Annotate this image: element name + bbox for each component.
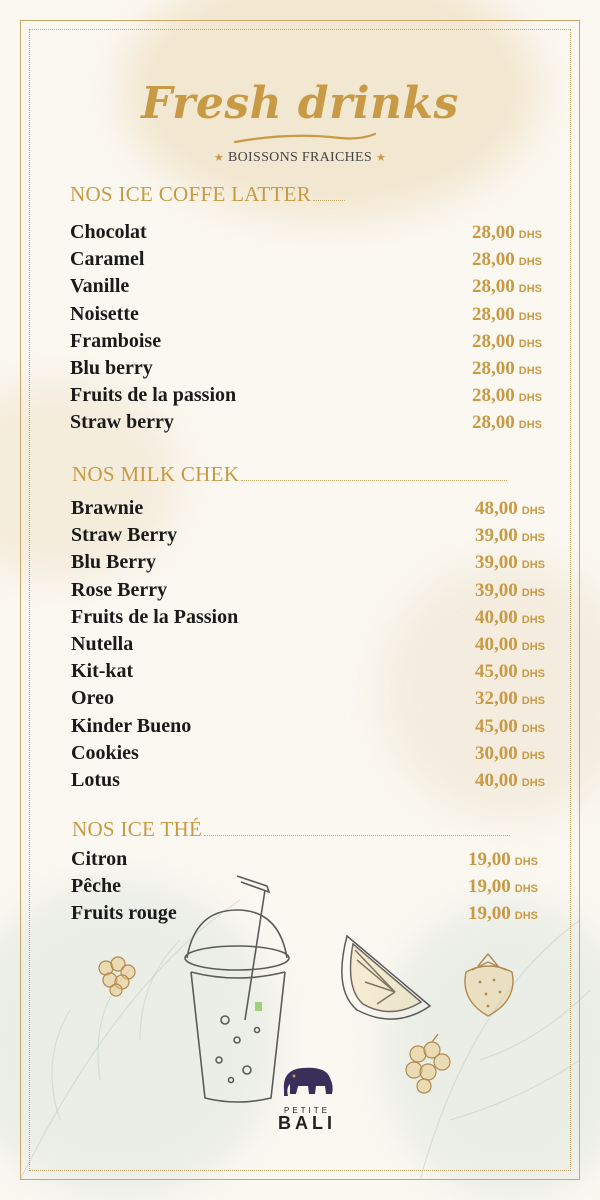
logo-big-text: BALI (278, 1113, 336, 1133)
price-value: 19,00 (468, 876, 511, 898)
price-value: 19,00 (468, 903, 511, 925)
price-value: 28,00 (472, 303, 515, 325)
item-price (472, 385, 542, 407)
elephant-icon (276, 1060, 338, 1100)
currency-label: DHS (514, 856, 538, 868)
item-price (475, 716, 545, 738)
currency-label: DHS (518, 419, 542, 432)
price-value: 39,00 (475, 525, 518, 547)
currency-label: DHS (521, 749, 545, 762)
item-price (475, 743, 545, 765)
menu-subtitle (0, 150, 600, 166)
menu-item (70, 221, 542, 248)
section-list-ice-coffe-latter (70, 221, 542, 439)
item-name: Rose Berry (71, 578, 168, 601)
strawberry-illustration (458, 950, 520, 1020)
currency-label: DHS (518, 364, 542, 377)
menu-item (71, 660, 545, 687)
currency-label: DHS (521, 695, 545, 708)
section-list-milk-chek (71, 497, 545, 796)
item-name: Noisette (70, 302, 139, 325)
price-value: 45,00 (475, 715, 518, 737)
menu-item (71, 687, 545, 714)
currency-label: DHS (518, 229, 542, 241)
menu-item (71, 497, 545, 524)
item-name: Citron (71, 848, 128, 870)
item-name: Vanille (70, 275, 130, 298)
item-name: Nutella (71, 632, 134, 655)
price-value: 28,00 (472, 385, 515, 407)
subtitle-text: BOISSONS FRAICHES (228, 150, 372, 165)
price-value: 45,00 (475, 661, 518, 683)
item-price (475, 661, 545, 683)
price-value: 28,00 (472, 330, 515, 352)
menu-item (71, 769, 545, 796)
menu-item (71, 579, 545, 606)
item-price (472, 222, 542, 244)
menu-item (70, 330, 542, 357)
currency-label: DHS (518, 310, 542, 323)
currency-label: DHS (521, 722, 545, 735)
star-icon: ★ (375, 152, 387, 164)
orange-slice-illustration (335, 930, 435, 1025)
item-price (475, 498, 545, 520)
price-value: 19,00 (468, 849, 511, 870)
menu-item (71, 606, 545, 633)
price-value: 40,00 (475, 633, 518, 655)
item-name: Fruits de la Passion (71, 605, 239, 628)
price-value: 40,00 (475, 769, 518, 791)
logo-small-text: PETITE (283, 1106, 330, 1115)
price-value: 28,00 (472, 276, 515, 298)
item-price (472, 249, 542, 271)
item-price (468, 903, 538, 925)
dotted-leader (313, 200, 345, 201)
dotted-leader (204, 835, 510, 836)
item-price (472, 358, 542, 380)
price-value: 40,00 (475, 606, 518, 628)
menu-item (70, 303, 542, 330)
menu-item (70, 411, 542, 438)
price-value: 39,00 (475, 579, 518, 601)
item-price (468, 849, 538, 871)
section-title-text: NOS ICE THÉ (72, 817, 203, 841)
dotted-leader (241, 480, 507, 481)
item-name: Fruits de la passion (70, 384, 237, 407)
price-value: 28,00 (472, 249, 515, 271)
item-price (475, 634, 545, 656)
section-title-milk-chek (72, 462, 507, 487)
menu-item (70, 275, 542, 302)
item-name: Fruits rouge (71, 902, 177, 925)
price-value: 39,00 (475, 552, 518, 574)
item-price (475, 580, 545, 602)
currency-label: DHS (521, 668, 545, 681)
title-swash (230, 128, 380, 148)
item-name: Caramel (70, 248, 145, 271)
currency-label: DHS (518, 256, 542, 269)
currency-label: DHS (518, 337, 542, 350)
section-title-text: NOS ICE COFFE LATTER (70, 182, 312, 206)
menu-item (71, 742, 545, 769)
price-value: 32,00 (475, 688, 518, 710)
item-name: Cookies (71, 741, 139, 764)
item-name: Kinder Bueno (71, 714, 192, 737)
item-price (472, 412, 542, 434)
item-name: Blu berry (70, 356, 153, 379)
price-value: 48,00 (475, 498, 518, 519)
menu-item (71, 715, 545, 742)
currency-label: DHS (514, 910, 538, 923)
item-name: Oreo (71, 687, 114, 710)
currency-label: DHS (518, 283, 542, 296)
item-name: Kit-kat (71, 660, 134, 683)
price-value: 28,00 (472, 412, 515, 434)
menu-item (70, 357, 542, 384)
item-name: Straw Berry (71, 524, 178, 547)
item-price (472, 276, 542, 298)
currency-label: DHS (521, 505, 545, 517)
currency-label: DHS (514, 883, 538, 896)
menu-item (71, 524, 545, 551)
item-name: Straw berry (70, 411, 174, 434)
price-value: 28,00 (472, 222, 515, 243)
raspberry-illustration-2 (398, 1032, 458, 1102)
section-title-text: NOS MILK CHEK (72, 462, 240, 486)
item-price (472, 304, 542, 326)
item-name: Brawnie (71, 497, 144, 519)
item-price (475, 607, 545, 629)
item-price (468, 876, 538, 898)
item-price (475, 770, 545, 792)
item-name: Blu Berry (71, 551, 156, 574)
item-price (475, 552, 545, 574)
section-title-ice-the (72, 817, 510, 842)
raspberry-illustration (92, 950, 142, 998)
menu-title: Fresh drinks (141, 78, 459, 129)
currency-label: DHS (518, 392, 542, 405)
menu-item (71, 551, 545, 578)
star-icon: ★ (213, 152, 224, 164)
price-value: 30,00 (475, 742, 518, 764)
item-price (475, 525, 545, 547)
menu-item (70, 384, 542, 411)
item-price (475, 688, 545, 710)
currency-label: DHS (521, 640, 545, 653)
menu-item (71, 633, 545, 660)
currency-label: DHS (521, 559, 545, 572)
currency-label: DHS (521, 532, 545, 545)
currency-label: DHS (521, 776, 545, 789)
menu-item (70, 248, 542, 275)
item-name: Chocolat (70, 221, 147, 243)
petite-bali-logo (272, 1060, 342, 1134)
currency-label: DHS (521, 586, 545, 599)
section-title-ice-coffe-latter (70, 182, 345, 207)
currency-label: DHS (521, 613, 545, 626)
item-price (472, 331, 542, 353)
price-value: 28,00 (472, 357, 515, 379)
item-name: Framboise (70, 329, 162, 352)
item-name: Lotus (71, 768, 120, 791)
item-name: Pêche (71, 875, 121, 898)
